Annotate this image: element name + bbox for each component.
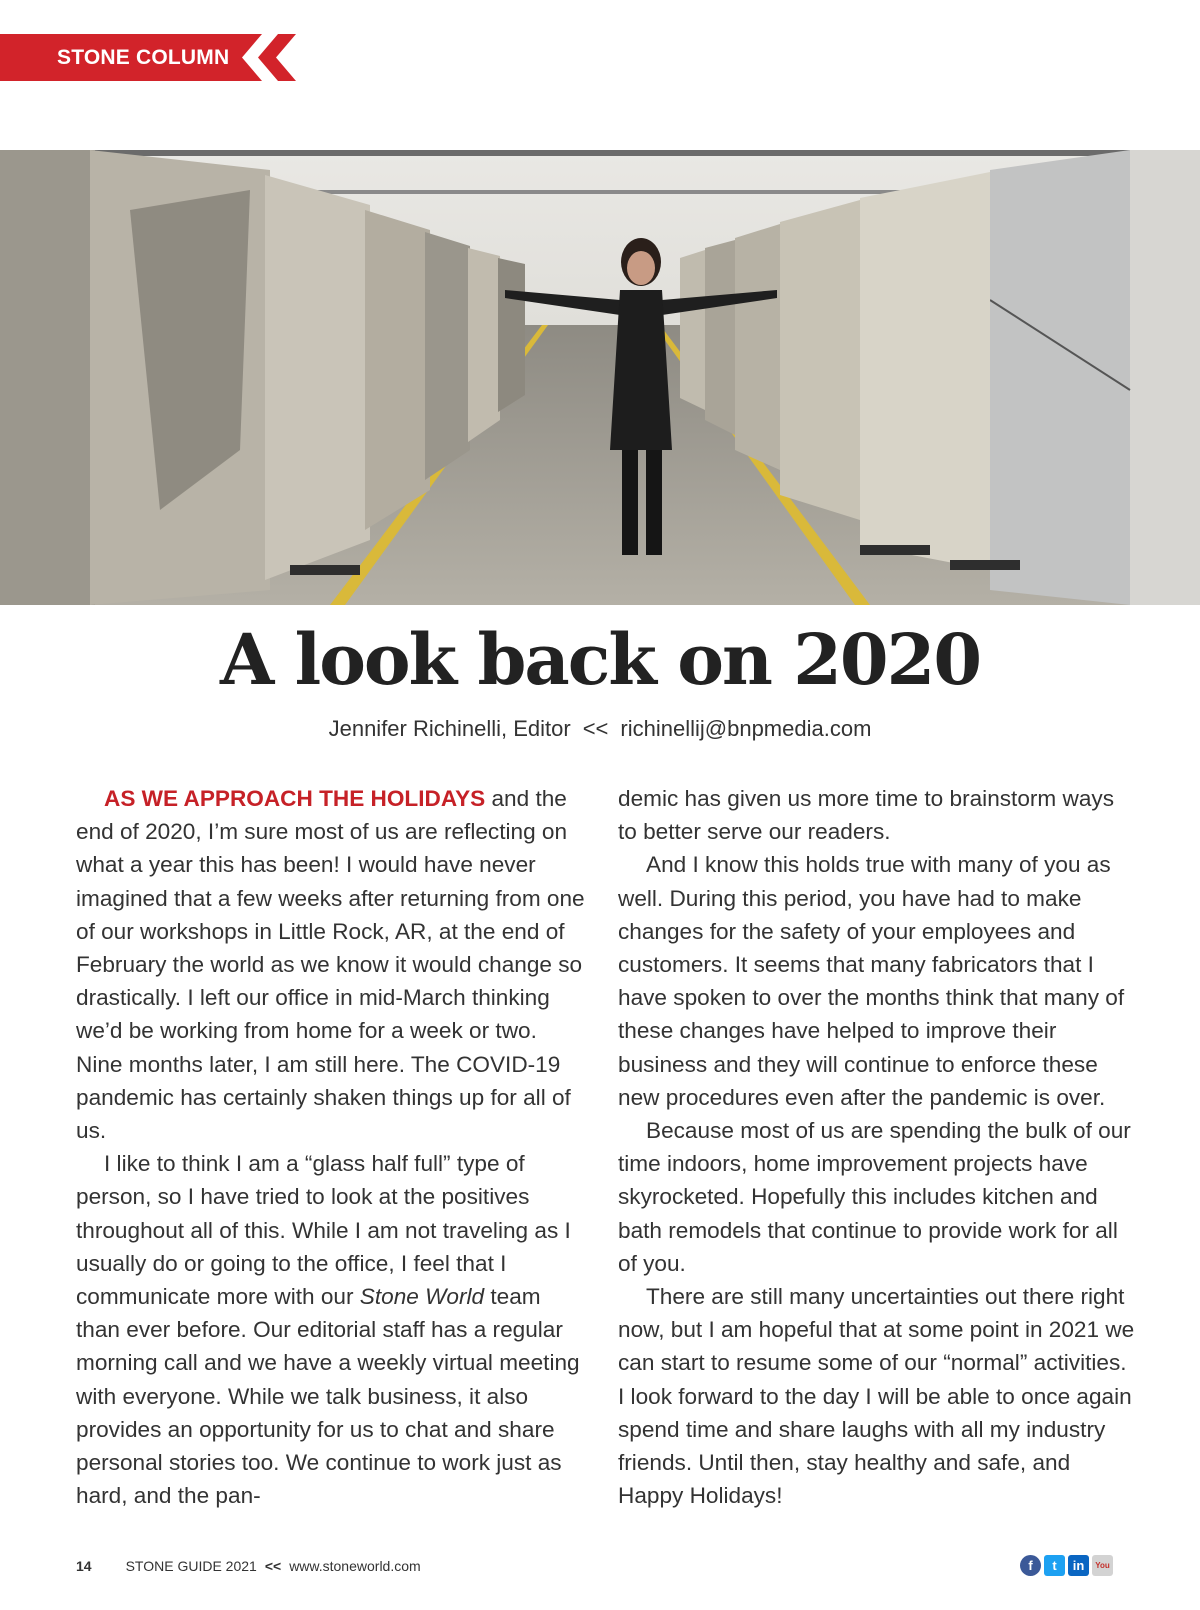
paragraph-2-start: I like to think I am a “glass half full” type of person, so I have tried to look at the positives throughout all of this. While I am not traveling as I usually do or going to the office, I feel that I communicate more with our <box>76 1151 571 1310</box>
byline-separator: << <box>582 716 609 741</box>
article-column-right <box>618 782 1138 1512</box>
youtube-icon[interactable]: You <box>1092 1555 1113 1576</box>
social-links <box>1020 1555 1113 1576</box>
section-tab-label: STONE COLUMN <box>57 46 230 69</box>
article-title: A look back on 2020 <box>219 618 981 701</box>
twitter-icon[interactable]: t <box>1044 1555 1065 1576</box>
paragraph-2-continued: demic has given us more time to brainstorm ways to better serve our readers. <box>618 786 1114 845</box>
photo-stone-warehouse <box>0 150 1200 605</box>
paragraph-1-text: and the end of 2020, I’m sure most of us are reflecting on what a year this has been! I would have never imagined that a few weeks after returning from one of our workshops in Little Rock, AR, at the end of February the world as we know it would change so drastically. I left our office in mid-March thinking we’d be working from home for a week or two. Nine months later, I am still here. The COVID-19 pandemic has certainly shaken things up for all of us. <box>76 786 585 1144</box>
facebook-icon[interactable]: f <box>1020 1555 1041 1576</box>
section-tab <box>0 34 296 81</box>
author-email-link[interactable]: richinellij@bnpmedia.com <box>620 716 872 741</box>
publication-title: STONE GUIDE 2021 <box>125 1558 257 1574</box>
paragraph-5: There are still many uncertainties out there right now, but I am hopeful that at some point in 2021 we can start to resume some of our “normal” activities. I look forward to the day I will be able to once again spend time and share laughs with all my industry friends. Until then, stay healthy and safe, and Happy Holidays! <box>618 1284 1135 1509</box>
paragraph-2 <box>76 1147 586 1512</box>
website-link[interactable]: www.stoneworld.com <box>289 1558 421 1574</box>
page-footer <box>76 1558 421 1574</box>
article-column-left <box>76 782 586 1512</box>
page-number: 14 <box>76 1558 92 1574</box>
paragraph-3: And I know this holds true with many of you as well. During this period, you have had to make changes for the safety of your employees and customers. It seems that many fabricators that I have spoken to over the months think that many of these changes have helped to improve their business and they will continue to enforce these new procedures even after the pandemic is over. <box>618 852 1125 1110</box>
footer-separator: << <box>264 1558 282 1574</box>
article-photo <box>0 150 1200 605</box>
paragraph-2-end: team than ever before. Our editorial staff has a regular morning call and we have a weekly virtual meeting with everyone. While we talk business, it also provides an opportunity for us to chat and share personal stories too. We continue to work just as hard, and the pan- <box>76 1284 580 1509</box>
paragraph-4: Because most of us are spending the bulk of our time indoors, home improvement projects have skyrocketed. Hopefully this includes kitchen and bath remodels that continue to provide work for all of you. <box>618 1118 1131 1276</box>
lead-in: AS WE APPROACH THE HOLIDAYS <box>104 786 486 811</box>
linkedin-icon[interactable]: in <box>1068 1555 1089 1576</box>
byline <box>0 716 1200 742</box>
publication-name: Stone World <box>359 1284 485 1310</box>
paragraph-1 <box>76 782 586 1147</box>
author-name: Jennifer Richinelli, Editor <box>328 716 571 741</box>
